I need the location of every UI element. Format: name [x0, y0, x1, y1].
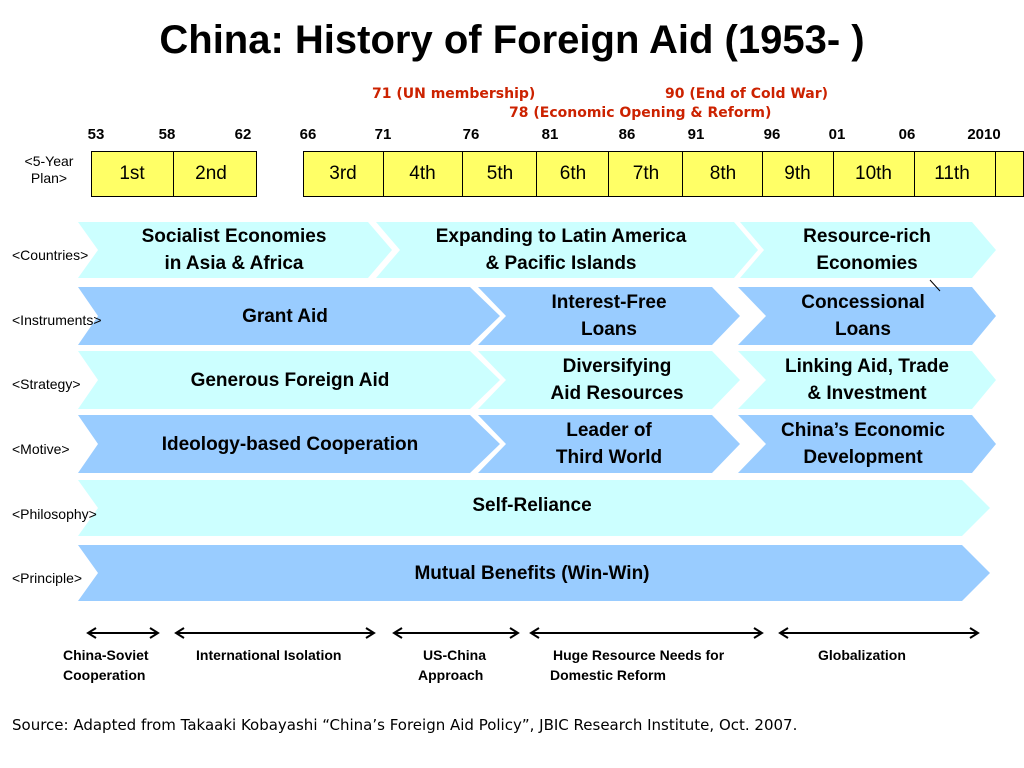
year-tick: 71 — [374, 126, 392, 143]
countries-latin-america-pacific: Expanding to Latin America & Pacific Islands — [435, 226, 687, 274]
year-tick: 62 — [234, 126, 252, 143]
strategy-generous-aid: Generous Foreign Aid — [190, 369, 390, 391]
era-china-soviet: China-Soviet Cooperation — [63, 647, 149, 683]
instrument-grant-aid: Grant Aid — [242, 305, 328, 327]
year-tick: 53 — [87, 126, 105, 143]
instrument-concessional-loans: Concessional Loans — [801, 292, 925, 340]
row-label-principle: <Principle> — [12, 570, 83, 586]
event-economic-reform: 78 (Economic Opening & Reform) — [509, 105, 772, 121]
plan-4th: 4th — [409, 163, 436, 184]
motive-ideology-cooperation: Ideology-based Cooperation — [161, 433, 419, 455]
era-globalization: Globalization — [818, 647, 906, 663]
year-tick: 01 — [828, 126, 846, 143]
year-tick: 96 — [763, 126, 781, 143]
event-un-membership: 71 (UN membership) — [372, 86, 536, 102]
year-tick: 66 — [299, 126, 317, 143]
motive-leader-third-world: Leader of Third World — [555, 420, 663, 468]
year-tick: 91 — [687, 126, 705, 143]
row-label-five-year-plan: <5-Year Plan> — [24, 153, 74, 186]
countries-resource-rich: Resource-rich Economies — [803, 226, 931, 274]
row-label-philosophy: <Philosophy> — [12, 506, 97, 522]
year-tick: 81 — [541, 126, 559, 143]
plan-6th: 6th — [559, 163, 587, 184]
motive-economic-development: China’s Economic Development — [781, 420, 945, 468]
year-tick: 76 — [462, 126, 480, 143]
philosophy-self-reliance: Self-Reliance — [472, 494, 592, 516]
plan-5th: 5th — [486, 163, 514, 184]
plan-11th: 11th — [934, 163, 970, 184]
plan-9th: 9th — [784, 163, 811, 184]
year-tick: 86 — [618, 126, 636, 143]
row-label-countries: <Countries> — [12, 247, 89, 263]
source-note: Source: Adapted from Takaaki Kobayashi “China’s Foreign Aid Policy”, JBIC Research Institute, Oct. 2007. — [12, 716, 798, 734]
plan-7th: 7th — [632, 163, 660, 184]
plan-10th: 10th — [855, 163, 892, 184]
countries-socialist-economies: Socialist Economies in Asia & Africa — [141, 226, 327, 274]
plan-1st: 1st — [119, 163, 145, 184]
era-international-isolation: International Isolation — [196, 647, 342, 663]
year-tick: 06 — [898, 126, 916, 143]
row-label-instruments: <Instruments> — [12, 312, 102, 328]
era-us-china-approach: US-China Approach — [418, 647, 486, 683]
row-label-motive: <Motive> — [12, 441, 70, 457]
row-label-strategy: <Strategy> — [12, 376, 81, 392]
plan-8th: 8th — [709, 163, 737, 184]
instrument-interest-free-loans: Interest-Free Loans — [551, 292, 667, 340]
year-tick: 58 — [158, 126, 176, 143]
year-tick: 2010 — [967, 126, 1001, 143]
plan-2nd: 2nd — [195, 163, 227, 184]
plan-3rd: 3rd — [329, 163, 357, 184]
strategy-linking-aid-trade: Linking Aid, Trade & Investment — [785, 356, 949, 404]
principle-mutual-benefits: Mutual Benefits (Win-Win) — [414, 562, 650, 584]
era-resource-needs: Huge Resource Needs for Domestic Reform — [550, 647, 725, 683]
strategy-diversifying-resources: Diversifying Aid Resources — [550, 356, 684, 404]
event-cold-war-end: 90 (End of Cold War) — [665, 86, 829, 102]
page-title: China: History of Foreign Aid (1953- ) — [159, 18, 865, 62]
